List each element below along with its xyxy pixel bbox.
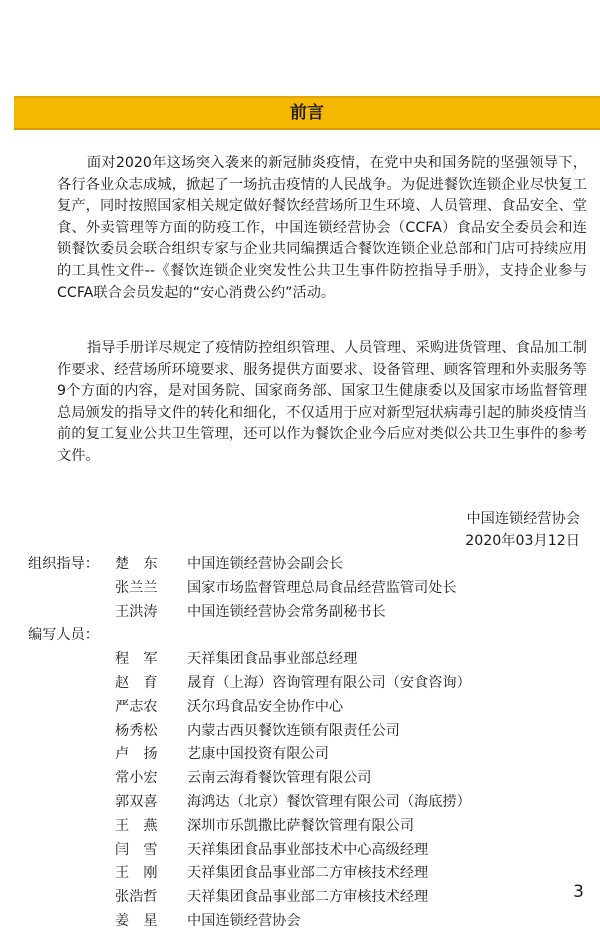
member-title: 天祥集团食品事业部二方审核技术经理	[187, 865, 429, 882]
member-title: 天祥集团食品事业部总经理	[187, 651, 358, 668]
member-name: 程 军	[115, 651, 158, 668]
member-name: 杨秀松	[115, 722, 158, 739]
member-title: 中国连锁经营协会常务副秘书长	[187, 603, 386, 620]
credit-row	[28, 720, 588, 744]
paragraph-text: 指导手册详尽规定了疫情防控组织管理、人员管理、采购进货管理、食品加工制作要求、经营场所环境要求、服务提供方面要求、设备管理、顾客管理和外卖服务等9个方面的内容，是对国务院、国家商务部、国家卫生健康委以及国家市场监督管理总局颁发的指导文件的转化和细化，不仅适用于应对新型冠状病毒引起的肺炎疫情当前的复工复业公共卫生管理，还可以作为餐饮企业今后应对类似公共卫生事件的参考文件。	[57, 340, 587, 464]
member-title: 中国连锁经营协会	[187, 912, 301, 929]
member-name: 王 刚	[115, 865, 158, 882]
member-title: 海鸿达（北京）餐饮管理有限公司（海底捞）	[187, 793, 471, 810]
member-title: 天祥集团食品事业部二方审核技术经理	[187, 889, 429, 906]
writers-label: 编写人员：	[28, 627, 99, 644]
member-name: 赵 育	[115, 674, 158, 691]
member-title: 艺康中国投资有限公司	[187, 746, 329, 763]
preface-header-bar	[14, 96, 600, 130]
member-title: 内蒙古西贝餐饮连锁有限责任公司	[187, 722, 400, 739]
member-title: 中国连锁经营协会副会长	[187, 556, 344, 572]
member-title: 天祥集团食品事业部技术中心高级经理	[187, 841, 429, 858]
member-name: 姜 星	[115, 912, 158, 929]
credit-row	[28, 553, 588, 577]
member-name: 王 燕	[115, 817, 158, 834]
member-name: 郭双喜	[115, 793, 158, 810]
member-name: 张浩哲	[115, 889, 158, 906]
page-title: 前言	[290, 103, 324, 123]
member-title: 云南云海肴餐饮管理有限公司	[187, 770, 372, 787]
credit-row	[28, 910, 588, 934]
member-name: 闫 雪	[115, 841, 158, 858]
member-name: 严志农	[115, 698, 158, 715]
credit-row	[28, 672, 588, 696]
signature-organization: 中国连锁经营协会	[466, 511, 580, 527]
preface-paragraph-2	[57, 338, 587, 468]
credit-row	[28, 577, 588, 601]
paragraph-text: 面对2020年这场突入袭来的新冠肺炎疫情，在党中央和国务院的坚强领导下，各行各业众志成城，掀起了一场抗击疫情的人民战争。为促进餐饮连锁企业尽快复工复产，同时按照国家相关规定做好餐饮经营场所卫生环境、人员管理、食品安全、堂食、外卖管理等方面的防疫工作，中国连锁经营协会（CCFA）食品安全委员会和连锁餐饮委员会联合组织专家与企业共同编撰适合餐饮连锁企业总部和门店可持续应用的工具性文件--《餐饮连锁企业突发性公共卫生事件防控指导手册》，支持企业参与CCFA联合会员发起的“安心消费公约”活动。	[57, 155, 587, 301]
member-title: 深圳市乐凯撒比萨餐饮管理有限公司	[187, 817, 415, 834]
credit-row	[28, 791, 588, 815]
guidance-label: 组织指导：	[28, 556, 99, 572]
signature-date: 2020年03月12日	[465, 533, 580, 549]
preface-paragraph-1	[57, 153, 587, 304]
credits-section	[28, 553, 588, 934]
credit-row	[28, 696, 588, 720]
member-name: 王洪涛	[115, 603, 158, 620]
member-name: 常小宏	[115, 770, 158, 787]
page-number: 3	[573, 882, 584, 902]
credit-row	[28, 648, 588, 672]
member-name: 卢 扬	[115, 746, 158, 763]
credit-row	[28, 601, 588, 625]
member-name: 楚 东	[115, 556, 158, 572]
credit-row	[28, 743, 588, 767]
credit-row	[28, 886, 588, 910]
credit-row	[28, 815, 588, 839]
member-title: 国家市场监督管理总局食品经营监管司处长	[187, 579, 457, 596]
credit-row	[28, 767, 588, 791]
credit-row	[28, 839, 588, 863]
credit-row	[28, 862, 588, 886]
member-name: 张兰兰	[115, 579, 158, 596]
member-title: 晟育（上海）咨询管理有限公司（安食咨询）	[187, 674, 471, 691]
member-title: 沃尔玛食品安全协作中心	[187, 698, 344, 715]
